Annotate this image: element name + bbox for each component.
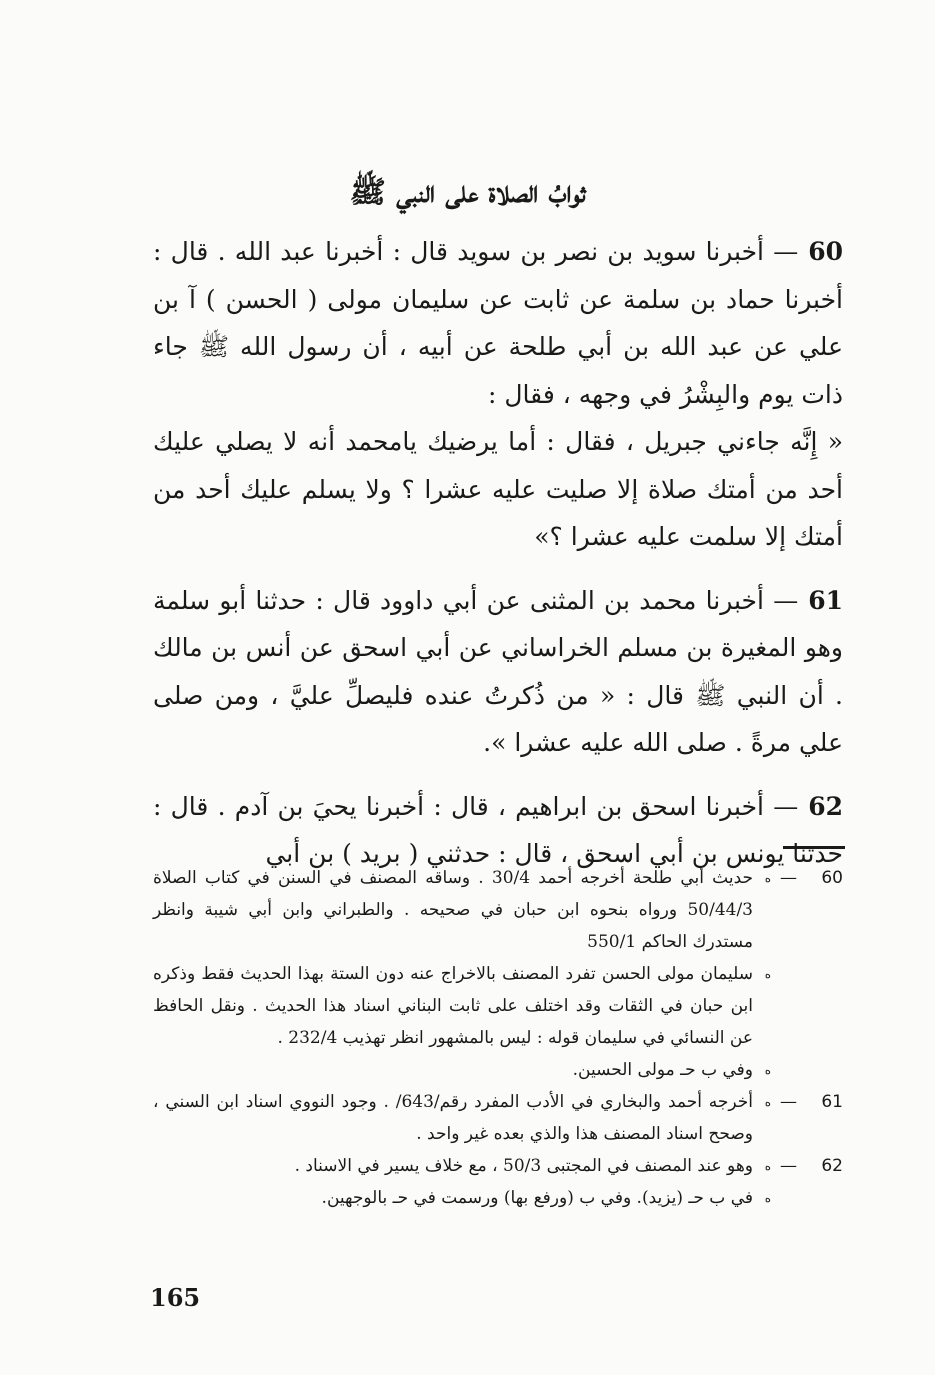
- footnote-marker: ه: [764, 871, 771, 885]
- hadith-text: — أخبرنا سويد بن نصر بن سويد قال : أخبرنا عبد الله . قال : أخبرنا حماد بن سلمة عن ثابت عن سليمان مولى ( الحسن ) آ بن علي عن عبد الله بن أبي طلحة عن أبيه ، أن رسول الله ﷺ جاء ذات يوم والبِشْرُ في وجهه ، فقال :: [153, 237, 843, 409]
- footnote: [153, 1054, 843, 1086]
- hadith-60: [153, 228, 843, 418]
- footnote-number: 61: [821, 1092, 843, 1112]
- footnote-dash: —: [780, 1092, 797, 1112]
- footnote-marker: ه: [764, 1063, 771, 1077]
- footnote-marker: ه: [764, 1191, 771, 1205]
- footnote-marker: ه: [764, 1159, 771, 1173]
- main-text: [153, 228, 843, 878]
- footnote: [153, 862, 843, 958]
- chapter-title: ثوابُ الصلاة على النبي ﷺ: [349, 175, 586, 210]
- footnote-number: 60: [821, 868, 843, 888]
- footnotes: [153, 862, 843, 1214]
- footnote-text: وفي ب حـ مولى الحسين.: [572, 1060, 753, 1080]
- footnote-text: أخرجه أحمد والبخاري في الأدب المفرد رقم/643/ . وجود النووي اسناد ابن السني ، وصحح اسناد المصنف هذا والذي بعده غير واحد .: [153, 1092, 753, 1144]
- footnote-text: وهو عند المصنف في المجتبى 50/3 ، مع خلاف يسير في الاسناد .: [294, 1156, 753, 1176]
- hadith-text: — أخبرنا اسحق بن ابراهيم ، قال : أخبرنا يحيَ بن آدم . قال : حدثنا يونس بن أبي اسحق ، قال : حدثني ( بريد ) بن أبي: [153, 791, 843, 868]
- footnote-number: 62: [821, 1156, 843, 1176]
- hadith-number: 60: [808, 237, 843, 266]
- footnote: [153, 1182, 843, 1214]
- hadith-number: 61: [808, 585, 843, 615]
- footnote-text: حديث أبي طلحة أخرجه أحمد 30/4 . وساقه المصنف في السنن في كتاب الصلاة 50/44/3 ورواه بنحوه ابن حبان في صحيحه . والطبراني وابن أبي شيبة وانظر مستدرك الحاكم 550/1: [153, 868, 754, 952]
- hadith-60-quote: « إِنَّه جاءني جبريل ، فقال : أما يرضيك يامحمد أنه لا يصلي عليك أحد من أمتك صلاة إلا صليت عليه عشرا ؟ ولا يسلم عليك أحد من أمتك إلا سلمت عليه عشرا ؟»: [153, 427, 843, 551]
- hadith-number: 62: [808, 791, 843, 821]
- footnote-text: سليمان مولى الحسن تفرد المصنف بالاخراج عنه دون الستة بهذا الحديث فقط وذكره ابن حبان في الثقات وقد اختلف على ثابت البناني اسناد هذا الحديث . ونقل الحافظ عن النسائي في سليمان قوله : ليس بالمشهور انظر تهذيب 232/4 .: [153, 964, 753, 1048]
- footnote: [153, 1086, 843, 1150]
- footnote-dash: —: [780, 868, 797, 888]
- footnote: [153, 958, 843, 1054]
- footnote-marker: ه: [764, 1095, 771, 1109]
- footnote: [153, 1150, 843, 1182]
- footnote-text: في ب حـ (يزيد). وفي ب (ورفع بها) ورسمت في حـ بالوجهين.: [321, 1188, 753, 1208]
- footnote-dash: —: [780, 1156, 797, 1176]
- hadith-61: [153, 577, 843, 767]
- hadith-text: — أخبرنا محمد بن المثنى عن أبي داوود قال : حدثنا أبو سلمة وهو المغيرة بن مسلم الخراساني عن أبي اسحق عن أنس بن مالك . أن النبي ﷺ قال : « من ذُكرتُ عنده فليصلِّ عليَّ ، ومن صلى علي مرةً . صلى الله عليه عشرا ».: [153, 585, 843, 757]
- page-number: 165: [150, 1283, 201, 1312]
- footnote-marker: ه: [764, 967, 771, 981]
- footnote-separator: [783, 846, 845, 849]
